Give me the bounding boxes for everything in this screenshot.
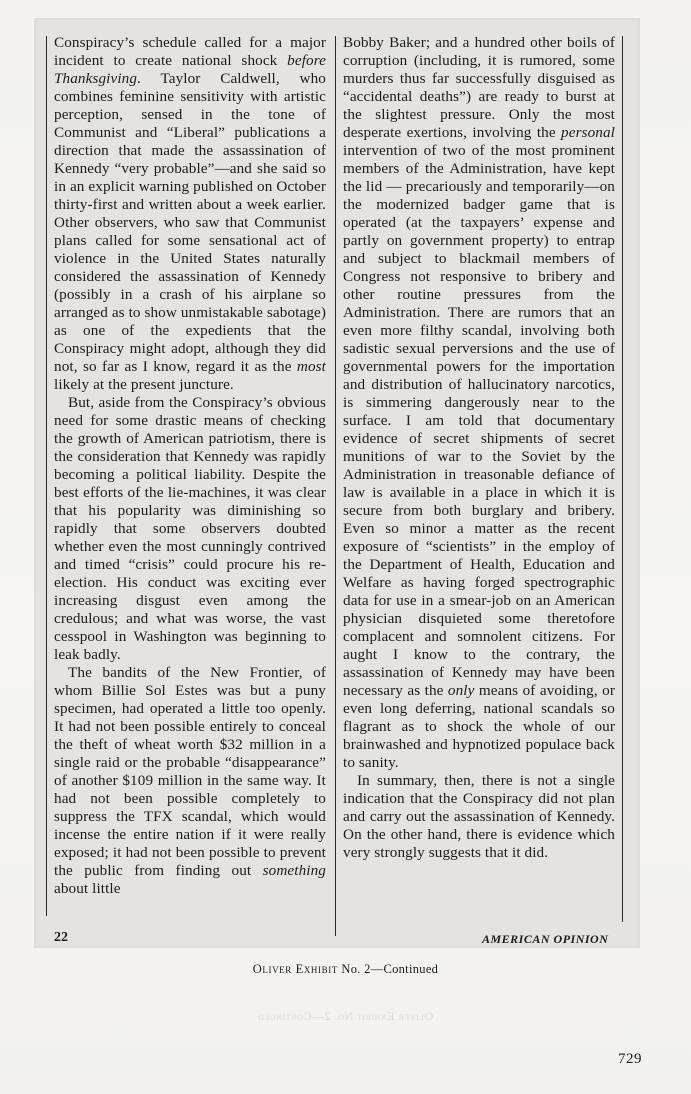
right-paragraph-2: In summary, then, there is not a single indication that the Conspiracy did not plan and carry out the assassination of Kennedy. On the other hand, there is evidence which very strongly suggests that it did. xyxy=(343,772,615,861)
right-text-column xyxy=(343,34,615,862)
folio-page-number: 729 xyxy=(618,1051,642,1067)
exhibit-caption xyxy=(0,962,691,977)
right-column-rule xyxy=(622,36,623,922)
exhibit-number: No. 2—Continued xyxy=(337,962,439,976)
magazine-title: AMERICAN OPINION xyxy=(482,932,609,946)
left-paragraph-2: But, aside from the Conspiracy’s obvious need for some drastic means of checking the growth of American patriotism, there is the consideration that Kennedy was rapidly becoming a political liability. Despite the best efforts of the lie-machines, it was clear that his popularity was diminishing so rapidly that some observers doubted whether even the most cunningly contrived and timed “crisis” could procure his re-election. His conduct was exciting ever increasing disgust even among the credulous; and what was worse, the vast cesspool in Washington was beginning to leak badly. xyxy=(54,394,326,663)
center-column-rule xyxy=(335,36,336,936)
bleed-through-text: Oliver Exhibit No. 2—Continued xyxy=(257,1009,434,1023)
left-paragraph-1: Conspiracy’s schedule called for a major incident to create national shock before Thanksgiving. Taylor Caldwell, who combines feminine sensitivity with artistic perception, sensed in the tone of Communist and “Liberal” publications a direction that made the assassination of Kennedy “very probable”—and she said so in an explicit warning published on October thirty-first and written about a week earlier. Other observers, who saw that Communist plans called for some sensational act of violence in the United States naturally considered the assassination of Kennedy (possibly in a crash of his airplane so arranged as to show unmistakable sabotage) as one of the expedients that the Conspiracy might adopt, although they did not, so far as I know, regard it as the most likely at the present juncture. xyxy=(54,34,327,393)
left-paragraph-3: The bandits of the New Frontier, of whom Billie Sol Estes was but a puny specimen, had operated a little too openly. It had not been possible entirely to conceal the theft of wheat worth $32 million in a single raid or the probable “disappearance” of another $109 million in the same way. It had not been possible completely to suppress the TFX scandal, which would incense the entire nation if it were really exposed; it had not been possible to prevent the public from finding out something about little xyxy=(54,664,326,897)
exhibit-prefix: Oliver Exhibit xyxy=(252,962,338,976)
left-text-column xyxy=(54,34,326,898)
right-paragraph-1: Bobby Baker; and a hundred other boils of corruption (including, it is rumored, some murders thus far successfully disguised as “accidental deaths”) are ready to burst at the slightest pressure. Only the most desperate exertions, involving the personal intervention of two of the most prominent members of the Administration, have kept the lid — precariously and temporarily—on the modernized badger game that is operated (at the taxpayers’ expense and partly on government property) to entrap and subject to blackmail members of Congress not responsive to bribery and other routine pressures from the Administration. There are rumors that an even more filthy scandal, involving both sadistic sexual perversions and the use of governmental powers for the importation and distribution of hallucinatory narcotics, is simmering dangerously near to the surface. I am told that documentary evidence of secret shipments of secret munitions of war to the Soviet by the Administration in treasonable defiance of law is available in a place in which it is secure from both burglary and bribery. Even so minor a matter as the recent exposure of “scientists” in the employ of the Department of Health, Education and Welfare as having forged spectrographic data for use in a smear-job on an American physician disquieted some theretofore complacent and somnolent citizens. For aught I know to the contrary, the assassination of Kennedy may have been necessary as the only means of avoiding, or even long deferring, national scandals so flagrant as to shock the whole of our brainwashed and hypnotized populace back to sanity. xyxy=(343,34,616,771)
magazine-page-number: 22 xyxy=(54,930,68,945)
left-column-rule xyxy=(46,36,47,916)
